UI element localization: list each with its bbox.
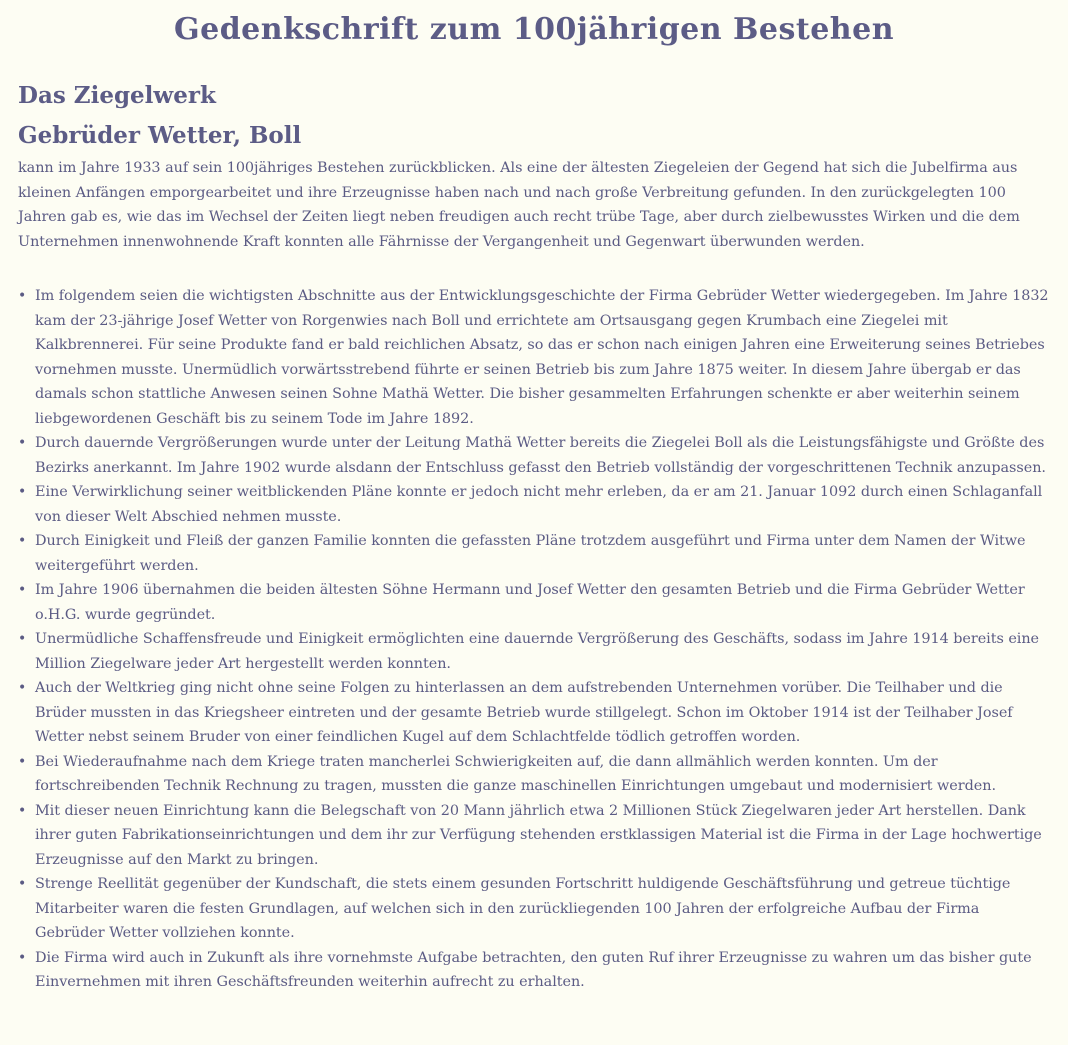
bullet-icon: •	[18, 876, 27, 892]
list-item-text: Mit dieser neuen Einrichtung kann die Belegschaft von 20 Mann jährlich etwa 2 Millionen Stück Ziegelwaren jeder Art herstellen. Dank ihrer guten Fabrikationseinrichtungen und dem ihr zur Verfügung stehenden erstklassigen Material ist die Firma in der Lage hochwertige Erzeugnisse auf den Markt zu bringen.	[35, 802, 1042, 868]
bullet-icon: •	[18, 582, 27, 598]
list-item	[18, 676, 1050, 750]
list-item	[18, 872, 1050, 946]
company-heading-line-1: Das Ziegelwerk	[18, 82, 216, 109]
list-item-text: Strenge Reellität gegenüber der Kundschaft, die stets einem gesunden Fortschritt huldigende Geschäftsführung und getreue tüchtige Mitarbeiter waren die festen Grundlagen, auf welchen sich in den zurückliegenden 100 Jahren der erfolgreiche Aufbau der Firma Gebrüder Wetter vollziehen konnte.	[35, 876, 1011, 941]
list-item-text: Eine Verwirklichung seiner weitblickenden Pläne konnte er jedoch nicht mehr erleben, da er am 21. Januar 1092 durch einen Schlaganfall von dieser Welt Abschied nehmen musste.	[35, 484, 1043, 525]
list-item-text: Die Firma wird auch in Zukunft als ihre vornehmste Aufgabe betrachten, den guten Ruf ihrer Erzeugnisse zu wahren um das bisher gute Einvernehmen mit ihren Geschäftsfreunden weiterhin aufrecht zu erhalten.	[35, 949, 1032, 990]
list-item-text: Im Jahre 1906 übernahmen die beiden ältesten Söhne Hermann und Josef Wetter den gesamten Betrieb und die Firma Gebrüder Wetter o.H.G. wurde gegründet.	[35, 582, 1025, 623]
list-item	[18, 480, 1050, 529]
list-item	[18, 284, 1050, 431]
list-item-text: Durch Einigkeit und Fleiß der ganzen Familie konnten die gefassten Pläne trotzdem ausgeführt und Firma unter dem Namen der Witwe weitergeführt werden.	[35, 533, 1026, 574]
list-item	[18, 946, 1050, 995]
list-item	[18, 627, 1050, 676]
list-item-text: Unermüdliche Schaffensfreude und Einigkeit ermöglichten eine dauernde Vergrößerung des Geschäfts, sodass im Jahre 1914 bereits eine Million Ziegelware jeder Art hergestellt werden konnten.	[35, 631, 1040, 672]
bullet-icon: •	[18, 802, 27, 819]
bullet-icon: •	[18, 484, 27, 500]
list-item	[18, 431, 1050, 480]
list-item-text: Auch der Weltkrieg ging nicht ohne seine Folgen zu hinterlassen an dem aufstrebenden Unternehmen vorüber. Die Teilhaber und die Brüder mussten in das Kriegsheer eintreten und der gesamte Betrieb wurde stillgelegt. Schon im Oktober 1914 ist der Teilhaber Josef Wetter nebst seinem Bruder von einer feindlichen Kugel auf dem Schlachtfelde tödlich getroffen worden.	[35, 680, 1013, 745]
bullet-icon: •	[18, 680, 27, 696]
bullet-icon: •	[18, 631, 27, 647]
bullet-icon: •	[18, 949, 27, 966]
history-list	[18, 284, 1050, 995]
intro-paragraph: kann im Jahre 1933 auf sein 100jähriges Bestehen zurückblicken. Als eine der ältesten Ziegeleien der Gegend hat sich die Jubelfirma aus kleinen Anfängen emporgearbeitet und ihre Erzeugnisse haben nach und nach große Verbreitung gefunden. In den zurückgelegten 100 Jahren gab es, wie das im Wechsel der Zeiten liegt neben freudigen auch recht trübe Tage, aber durch zielbewusstes Wirken und die dem Unternehmen innenwohnende Kraft konnten alle Fährnisse der Vergangenheit und Gegenwart überwunden werden.	[18, 160, 1020, 250]
page-title: Gedenkschrift zum 100jährigen Bestehen	[173, 12, 894, 47]
list-item-text: Durch dauernde Vergrößerungen wurde unter der Leitung Mathä Wetter bereits die Ziegelei Boll als die Leistungsfähigste und Größte des Bezirks anerkannt. Im Jahre 1902 wurde alsdann der Entschluss gefasst den Betrieb vollständig der vorgeschrittenen Technik anzupassen.	[35, 435, 1046, 476]
list-item-text: Bei Wiederaufnahme nach dem Kriege traten mancherlei Schwierigkeiten auf, die dann allmählich werden konnten. Um der fortschreibenden Technik Rechnung zu tragen, mussten die ganze maschinellen Einrichtungen umgebaut und modernisiert werden.	[35, 753, 996, 794]
list-item	[18, 799, 1050, 873]
list-item	[18, 750, 1050, 799]
bullet-icon: •	[18, 533, 27, 549]
company-heading-line-2: Gebrüder Wetter, Boll	[18, 122, 302, 149]
list-item	[18, 529, 1050, 578]
bullet-icon: •	[18, 435, 27, 451]
list-item-text: Im folgendem seien die wichtigsten Abschnitte aus der Entwicklungsgeschichte der Firma Gebrüder Wetter wiedergegeben. Im Jahre 1832 kam der 23-jährige Josef Wetter von Rorgenwies nach Boll und errichtete am Ortsausgang gegen Krumbach eine Ziegelei mit Kalkbrennerei. Für seine Produkte fand er bald reichlichen Absatz, so das er schon nach einigen Jahren eine Erweiterung seines Betriebes vornehmen musste. Unermüdlich vorwärtsstrebend führte er seinen Betrieb bis zum Jahre 1875 weiter. In diesem Jahre übergab er das damals schon stattliche Anwesen seinen Sohne Mathä Wetter. Die bisher gesammelten Erfahrungen schenkte er aber weiterhin seinem liebgewordenen Geschäft bis zu seinem Tode im Jahre 1892.	[35, 288, 1049, 427]
bullet-icon: •	[18, 288, 27, 304]
list-item	[18, 578, 1050, 627]
bullet-icon: •	[18, 753, 27, 770]
